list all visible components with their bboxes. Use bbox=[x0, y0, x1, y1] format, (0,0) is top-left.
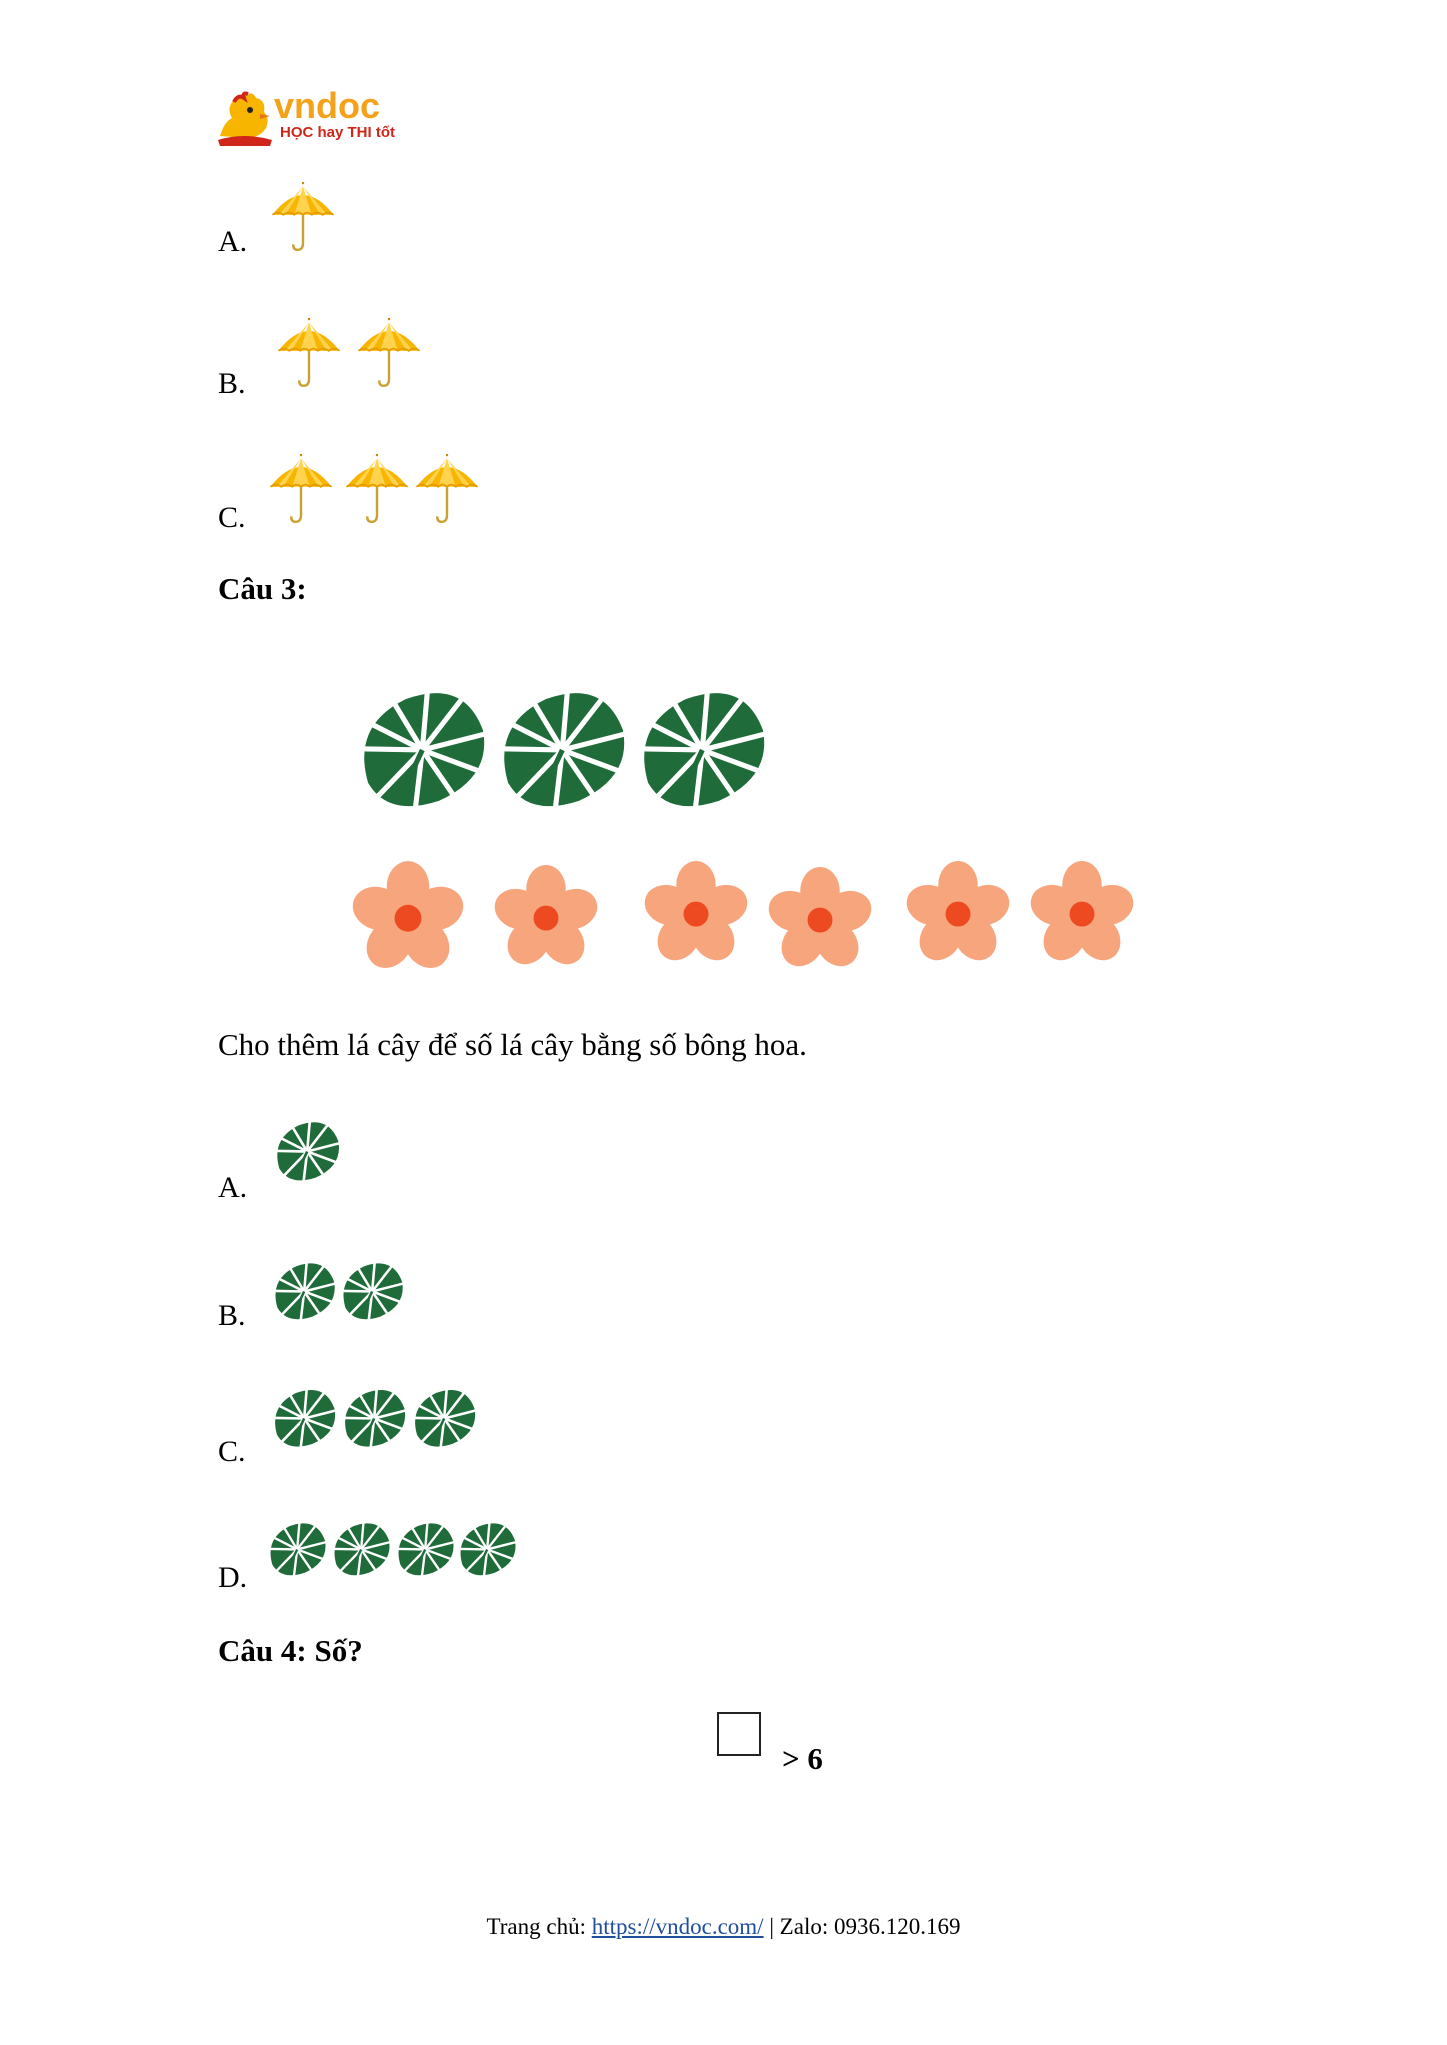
footer bbox=[0, 1912, 1447, 1942]
leaf-icon bbox=[264, 1518, 330, 1580]
q2-option-c-icons bbox=[268, 454, 480, 524]
leaf-icon bbox=[268, 1384, 340, 1452]
q3-option-a-label: A. bbox=[218, 1171, 248, 1204]
leaf-icon bbox=[268, 1258, 340, 1324]
q4-expression: > 6 bbox=[782, 1741, 823, 1776]
q3-option-b-label: B. bbox=[218, 1299, 246, 1332]
leaf-icon bbox=[270, 1116, 344, 1186]
flower-icon bbox=[768, 866, 872, 970]
flower-icon bbox=[1030, 860, 1134, 964]
umbrella-icon bbox=[344, 454, 410, 524]
leaf-icon bbox=[454, 1518, 520, 1580]
logo-brand: vndoc bbox=[274, 85, 381, 126]
q2-option-a-label: A. bbox=[218, 225, 248, 258]
q2-option-c-label: C. bbox=[218, 501, 246, 534]
leaf-icon bbox=[630, 682, 774, 816]
footer-link[interactable]: https://vndoc.com/ bbox=[591, 1914, 764, 1939]
q3-option-c-label: C. bbox=[218, 1435, 246, 1468]
leaf-icon bbox=[392, 1518, 458, 1580]
q3-option-c-icons bbox=[268, 1384, 480, 1452]
leaf-icon bbox=[350, 682, 494, 816]
q3-flowers-row bbox=[352, 860, 1134, 972]
q3-heading: Câu 3: bbox=[218, 571, 307, 606]
umbrella-icon bbox=[356, 318, 422, 388]
leaf-icon bbox=[328, 1518, 394, 1580]
flower-icon bbox=[494, 864, 598, 968]
q2-option-b-label: B. bbox=[218, 367, 246, 400]
logo-slogan: HỌC hay THI tốt bbox=[280, 124, 395, 141]
q3-leaves-row bbox=[350, 682, 774, 816]
vndoc-logo[interactable] bbox=[216, 86, 406, 148]
answer-box[interactable] bbox=[717, 1712, 761, 1756]
umbrella-icon bbox=[270, 182, 336, 252]
q3-option-d-label: D. bbox=[218, 1561, 248, 1594]
q3-option-a-icons bbox=[270, 1116, 344, 1186]
q4-heading: Câu 4: Số? bbox=[218, 1633, 363, 1668]
umbrella-icon bbox=[268, 454, 334, 524]
q2-option-a-icons bbox=[270, 182, 336, 252]
leaf-icon bbox=[490, 682, 634, 816]
umbrella-icon bbox=[276, 318, 342, 388]
flower-icon bbox=[906, 860, 1010, 964]
q2-option-b-icons bbox=[276, 318, 422, 388]
flower-icon bbox=[352, 860, 464, 972]
q3-option-b-icons bbox=[268, 1258, 408, 1324]
leaf-icon bbox=[408, 1384, 480, 1452]
leaf-icon bbox=[338, 1384, 410, 1452]
leaf-icon bbox=[336, 1258, 408, 1324]
umbrella-icon bbox=[414, 454, 480, 524]
q3-prompt: Cho thêm lá cây để số lá cây bằng số bông hoa. bbox=[218, 1027, 807, 1062]
q3-option-d-icons bbox=[264, 1518, 520, 1580]
flower-icon bbox=[644, 860, 748, 964]
footer-prefix: Trang chủ: bbox=[486, 1914, 592, 1939]
footer-suffix: | Zalo: 0936.120.169 bbox=[763, 1914, 961, 1939]
logo-mascot-icon bbox=[216, 88, 274, 146]
